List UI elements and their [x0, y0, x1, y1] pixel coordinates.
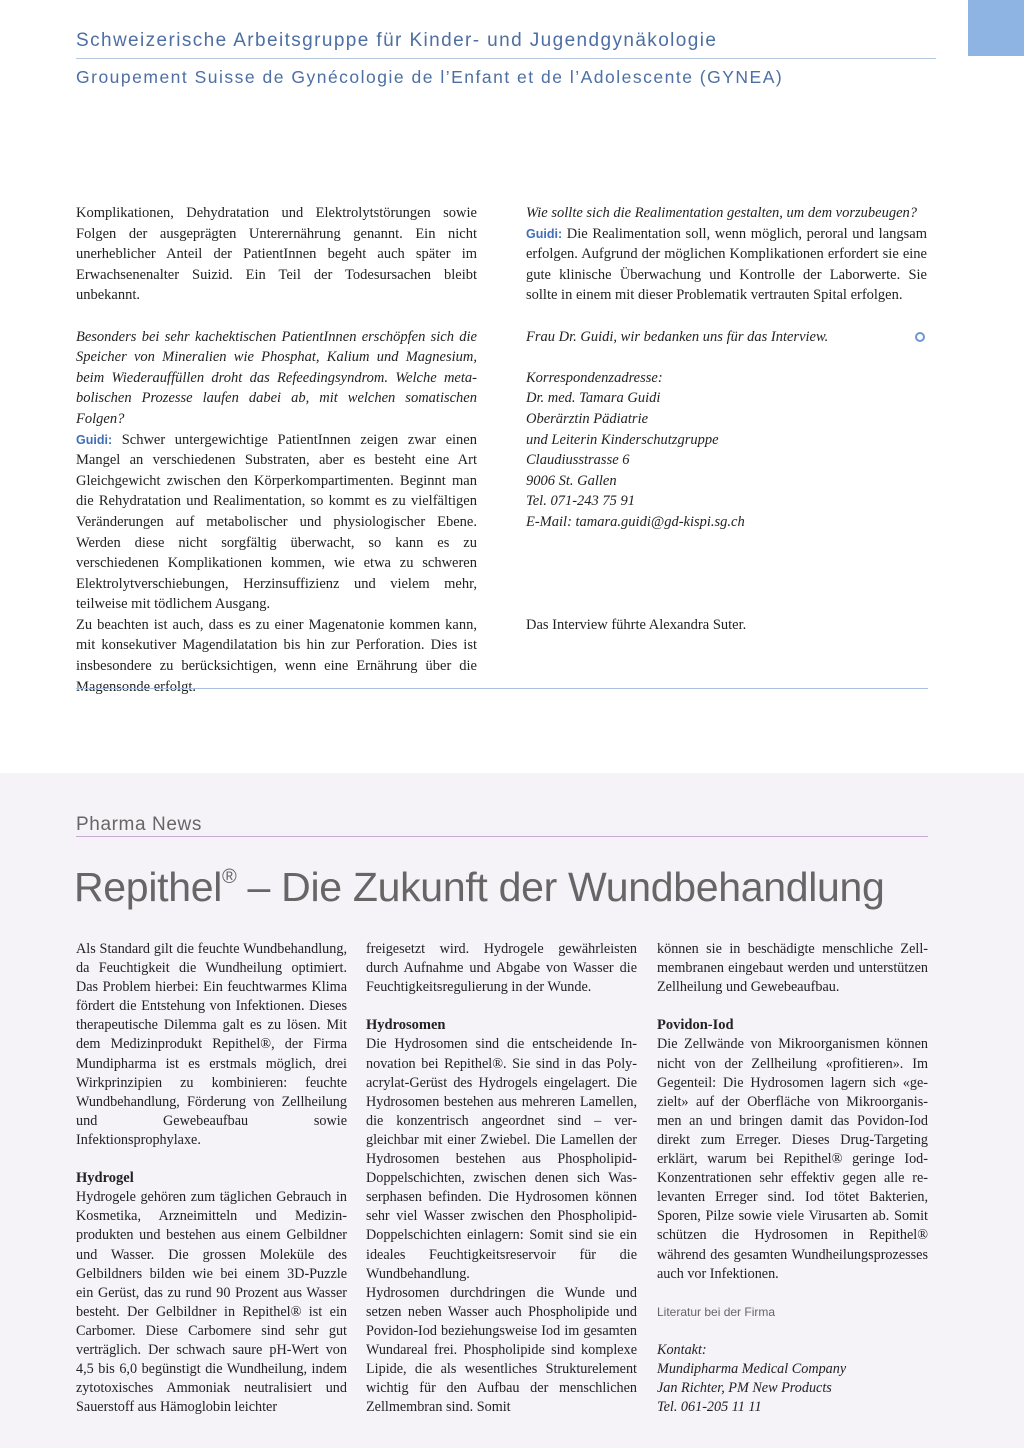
article-headline: [74, 862, 885, 912]
section-rule: [76, 836, 928, 837]
interview-question: Wie sollte sich die Realimentation gestalten, um dem vorzubeugen?: [526, 205, 918, 221]
address-line: 9006 St. Gallen: [526, 472, 617, 489]
article-column-3: [657, 940, 928, 1417]
section-label: Pharma News: [76, 814, 202, 835]
article-paragraph: können sie in beschädigte menschliche Zellmembranen eingebaut werden und unterstützen Zellheilung und Gewebeaufbau.: [657, 941, 928, 996]
contact-line: Mundipharma Medical Company: [657, 1361, 847, 1378]
subheading-hydrosomen: Hydrosomen: [366, 1017, 446, 1034]
literature-note: Literatur bei der Firma: [657, 1304, 776, 1319]
answer-text: Die Realimentation soll, wenn möglich, peroral und langsam erfolgen. Aufgrund der möglichen Komplikationen erfordert sie eine gute klinische Überwachung und Kontrolle der Laborwerte. Sie sollte in einem mit dieser Problematik vertrauten Spital erfolgen.: [526, 225, 927, 304]
interview-answer: [526, 224, 927, 306]
address-line: Tel. 071-243 75 91: [526, 493, 636, 510]
contact-line: Jan Richter, PM New Products: [657, 1380, 832, 1397]
address-line: Claudiusstrasse 6: [526, 452, 630, 469]
interview-question: Besonders bei sehr kachektischen PatientInnen erschöpfen sich die Speicher von Mineralien wie Phosphat, Kalium und Magnesium, beim Wiederauffüllen droht das Refeedingsyndrom. Welche metabolischen Prozesse laufen dabei ab, mit welchen somatischen Folgen?: [76, 328, 477, 427]
address-email: E-Mail: tamara.guidi@gd-kispi.sg.ch: [526, 513, 745, 530]
interview-paragraph: Komplikationen, Dehydratation und Elektrolytstörungen sowie Folgen der ausgeprägten Unterernährung genannt. Ein nicht unerheblicher Anteil der PatientInnen begeht auch später im Erwachsenenalter Suizid. Ein Teil der Todesursachen bleibt unbekannt.: [76, 205, 477, 304]
address-line: Korrespondenzadresse:: [526, 369, 663, 386]
article-column-1: [76, 940, 347, 1417]
contact-line: Tel. 061-205 11 11: [657, 1399, 762, 1416]
header-title-fr: Groupement Suisse de Gynécologie de l’Enfant et de l’Adolescente (GYNEA): [76, 67, 784, 87]
article-paragraph: freigesetzt wird. Hydrogele gewährleisten durch Aufnahme und Abgabe von Wasser die Feuchtigkeitsregulierung in der Wunde.: [366, 941, 637, 996]
registered-mark: ®: [222, 866, 237, 888]
answer-text: Schwer untergewichtige PatientInnen zeigen zwar einen Mangel an verschiedenen Substraten, aber es besteht eine Art Gleichgewicht zwischen den Körperkompartimenten. Beginnt man die Rehydratation und Realimentation, so kommt es zu vielfältigen Veränderungen auf metabolischer und physiologischer Ebene. Werden diese nicht sorgfältig überwacht, so kann es zu verschiedenen Komplikationen kommen, wie etwa zu schweren Elektrolytverschiebungen, Herzinsuffizienz und vielem mehr, teilweise mit tödlichem Ausgang.: [76, 431, 477, 613]
subheading-povidon-iod: Povidon-Iod: [657, 1017, 734, 1034]
interview-answer: [76, 430, 477, 615]
end-mark-icon: [915, 332, 925, 342]
page-header: [76, 30, 936, 87]
interview-left-column: [76, 203, 477, 697]
article-paragraph: Hydrogele gehören zum täglichen Gebrauch in Kosmetika, Arzneimitteln und Medizinprodukten und bestehen aus einem Gelbildner und Wasser. Die grossen Moleküle des Gelbildners bilden wie bei einem 3D-Puzzle ein Gerüst, das zu rund 90 Prozent aus Wasser besteht. Der Gelbildner in Repithel® ist ein Carbomer. Diese Carbomere sind sehr gut verträglich. Der schwach saure pH-Wert von 4,5 bis 6,0 begünstigt die Wundheilung, indem zytotoxisches Ammoniak neutralisiert und Sauerstoff aus Hämoglobin leichter: [76, 1189, 347, 1416]
interview-thanks: [526, 327, 927, 348]
headline-product: Repithel: [74, 864, 223, 910]
headline-rest: – Die Zukunft der Wundbehandlung: [236, 864, 885, 910]
speaker-label: Guidi:: [526, 226, 563, 241]
correspondence-address: [526, 368, 927, 533]
section-divider: [76, 688, 928, 689]
thanks-text: Frau Dr. Guidi, wir bedanken uns für das Interview.: [526, 328, 829, 345]
interview-paragraph: Zu beachten ist auch, dass es zu einer Magenatonie kommen kann, mit konsekutiver Magendilatation bis hin zur Perforation. Dies ist insbesondere zu berücksichtigen, wenn eine Ernährung über die Magensonde erfolgt.: [76, 616, 477, 695]
address-line: und Leiterin Kinderschutzgruppe: [526, 431, 719, 448]
interview-right-column: [526, 203, 927, 635]
pharma-contact: [657, 1341, 928, 1417]
address-line: Oberärztin Pädiatrie: [526, 410, 649, 427]
article-intro: Als Standard gilt die feuchte Wundbehandlung, da Feuchtigkeit die Wundheilung optimiert. Das Problem hierbei: Ein feuchtwarmes Klima fördert die Entstehung von Infektionen. Dieses therapeutische Dilemma galt es zu lösen. Mit dem Medizinprodukt Repithel®, der Firma Mundipharma ist es erstmals möglich, drei Wirkprinzipien zu kombinieren: feuchte Wundbehandlung, Förderung von Zellheilung und Gewebeaufbau sowie Infektionsprophylaxe.: [76, 941, 347, 1148]
speaker-label: Guidi:: [76, 432, 113, 447]
article-column-2: [366, 940, 637, 1417]
article-paragraph: Die Zellwände von Mikroorganismen können nicht von der Zellheilung «profitieren». Im Gegenteil: Die Hydrosomen lagern sich «gezielt» auf der Oberfläche von Mikroorganismen an und bringen damit das Povidon-Iod direkt zum Erreger. Dieses Drug-Targeting erklärt, warum bei Repithel® geringe Iod-Konzentrationen sehr effektiv gegen alle relevanten Erreger sind. Iod tötet Bakterien, Sporen, Pilze sowie viele Virusarten ab. Somit schützen die Hydrosomen in Repithel® während des gesamten Wundheilungsprozesses auch vor Infektionen.: [657, 1036, 928, 1282]
corner-color-tab: [968, 0, 1024, 56]
interview-byline: Das Interview führte Alexandra Suter.: [526, 616, 747, 633]
header-title-de: Schweizerische Arbeitsgruppe für Kinder- und Jugendgynäkologie: [76, 30, 936, 59]
contact-line: Kontakt:: [657, 1341, 707, 1358]
article-paragraph: Die Hydrosomen sind die entscheidende Innovation bei Repithel®. Sie sind in das Polyacrylat-Gerüst des Hydrogels eingelagert. Die Hydrosomen bestehen aus mehreren Lamellen, die konzentrisch angeordnet sind – vergleichbar mit einer Zwiebel. Die Lamellen der Hydrosomen bestehen aus Phospholipid-Doppelschichten, zwischen denen sich Wasserphasen befinden. Die Hydrosomen können sehr viel Wasser zwischen den Phospholipid-Doppelschichten einlagern: Somit sind sie ein ideales Feuchtigkeitsreservoir für die Wundbehandlung.: [366, 1036, 637, 1282]
subheading-hydrogel: Hydrogel: [76, 1170, 134, 1187]
article-paragraph: Hydrosomen durchdringen die Wunde und setzen neben Wasser auch Phospholipide und Povidon-Iod beziehungsweise Iod im gesamten Wundareal frei. Phospholipide sind komplexe Lipide, die als wesentliches Strukturelement wichtig für den Aufbau der menschlichen Zellmembran sind. Somit: [366, 1284, 637, 1416]
address-line: Dr. med. Tamara Guidi: [526, 390, 661, 407]
